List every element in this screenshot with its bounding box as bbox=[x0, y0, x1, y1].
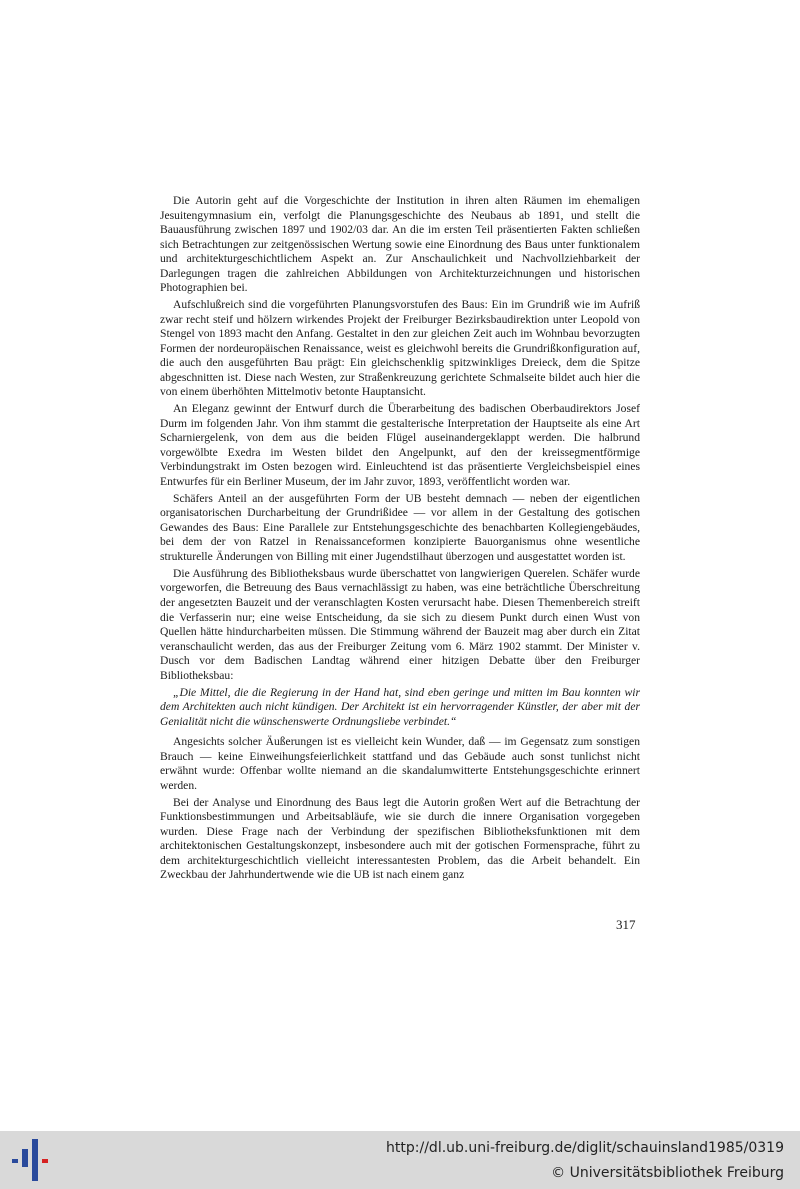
paragraph-5: Die Ausführung des Bibliotheksbaus wurde überschattet von langwierigen Querelen. Schäfer wurde vorgeworfen, die Betreuung des Baus vernachlässigt zu haben, was eine beträchtliche Überschreitung der angesetzten Bauzeit und der veranschlagten Kosten verursacht habe. Diesen Themenbereich streift die Verfasserin nur; eine weise Entscheidung, da sie sich zu diesem Punkt durch einen Wust von Quellen hätte hindurcharbeiten müssen. Die Stimmung während der Bauzeit mag aber durch ein Zitat veranschaulicht werden, das aus der Freiburger Zeitung vom 6. März 1902 stammt. Der Minister v. Dusch vor dem Badischen Landtag während einer hitzigen Debatte über den Freiburger Bibliotheksbau: bbox=[160, 566, 640, 682]
ub-freiburg-logo-icon bbox=[10, 1137, 52, 1183]
paragraph-2: Aufschlußreich sind die vorgeführten Planungsvorstufen des Baus: Ein im Grundriß wie im Aufriß zwar recht steif und hölzern wirkendes Projekt der Freiburger Bezirksbaudirektion unter Leopold von Stengel von 1893 macht den Anfang. Gestaltet in den zur gleichen Zeit auch im Wohnbau bevorzugten Formen der nordeuropäischen Renaissance, weist es gleichwohl bereits die Grundrißkonfiguration auf, die auch den ausgeführten Bau prägt: Ein gleichschenklig spitzwinkliges Dreieck, dem die Spitze abgeschnitten ist. Diese nach Westen, zur Straßenkreuzung gerichtete Schmalseite bildet auch hier die von einem überhöhten Mittelmotiv betonte Hauptansicht. bbox=[160, 298, 640, 399]
paragraph-6: Angesichts solcher Äußerungen ist es vielleicht kein Wunder, daß — im Gegensatz zum sonstigen Brauch — keine Einweihungsfeierlichkeit stattfand und das Gebäude auch sonst tunlichst nicht erwähnt wurde: Offenbar wollte niemand an die skandalumwitterte Entstehungsgeschichte erinnert werden. bbox=[160, 735, 640, 792]
paragraph-4: Schäfers Anteil an der ausgeführten Form der UB besteht demnach — neben der eigentlichen organisatorischen Durcharbeitung der Grundrißidee — vor allem in der Gestaltung des gotischen Gewandes des Baus: Eine Parallele zur Entstehungsgeschichte des benachbarten Kollegiengebäudes, bei dem der von Ratzel in Renaissanceformen konzipierte Bauorganismus ohne wesentliche strukturelle Änderungen von Billing mit einer Jugendstilhaut überzogen und ausgestattet worden ist. bbox=[160, 491, 640, 564]
paragraph-7: Bei der Analyse und Einordnung des Baus legt die Autorin großen Wert auf die Betrachtung der Funktionsbestimmungen und Arbeitsabläufe, wie sie durch die innere Organisation vorgegeben wurden. Diese Frage nach der Verbindung der spezifischen Bibliotheksfunktionen mit dem architektonischen Gestaltungskonzept, insbesondere auch mit der gotischen Formensprache, führt zu dem architekturgeschichtlich vielleicht interessantesten Problem, das die Arbeit behandelt. Ein Zweckbau der Jahrhundertwende wie die UB ist nach einem ganz bbox=[160, 795, 640, 882]
footer-bar bbox=[0, 1131, 800, 1189]
paragraph-3: An Eleganz gewinnt der Entwurf durch die Überarbeitung des badischen Oberbaudirektors Josef Durm im folgenden Jahr. Von ihm stammt die gestalterische Interpretation der Hauptseite als eine Art Scharniergelenk, von dem aus die beiden Flügel auseinandergeklappt werden. Die halbrund vorgewölbte Exedra im Westen bildet den Angelpunkt, auf den der kreissegmentförmige Verbindungstrakt im Osten bezogen wird. Einleuchtend ist das präsentierte Vergleichsbeispiel eines Entwurfes für ein Berliner Museum, der im Jahr zuvor, 1893, veröffentlicht worden war. bbox=[160, 402, 640, 488]
page-number: 317 bbox=[616, 917, 636, 932]
block-quote: „Die Mittel, die die Regierung in der Hand hat, sind eben geringe und mitten im Bau konnten wir dem Architekten auch nicht kündigen. Der Architekt ist ein hervorragender Künstler, der aber mit der Genialität nicht die wünschenswerte Ordnungsliebe verbindet.“ bbox=[160, 685, 640, 728]
footer-url-link[interactable]: http://dl.ub.uni-freiburg.de/diglit/schauinsland1985/0319 bbox=[386, 1140, 784, 1156]
paragraph-1: Die Autorin geht auf die Vorgeschichte der Institution in ihren alten Räumen im ehemaligen Jesuitengymnasium ein, verfolgt die Planungsgeschichte des Neubaus ab 1891, und stellt die Bauausführung zwischen 1897 und 1902/03 dar. An die im ersten Teil präsentierten Fakten schließen sich Betrachtungen zur zeitgenössischen Wertung sowie eine Einordnung des Baus unter funktionalem und architekturgeschichtlichem Aspekt an. Zur Anschaulichkeit und Nachvollziehbarkeit der Darlegungen tragen die zahlreichen Abbildungen von Architekturzeichnungen und historischen Photographien bei. bbox=[160, 194, 640, 295]
body-text bbox=[160, 194, 640, 885]
footer-copyright: © Universitätsbibliothek Freiburg bbox=[551, 1165, 784, 1181]
